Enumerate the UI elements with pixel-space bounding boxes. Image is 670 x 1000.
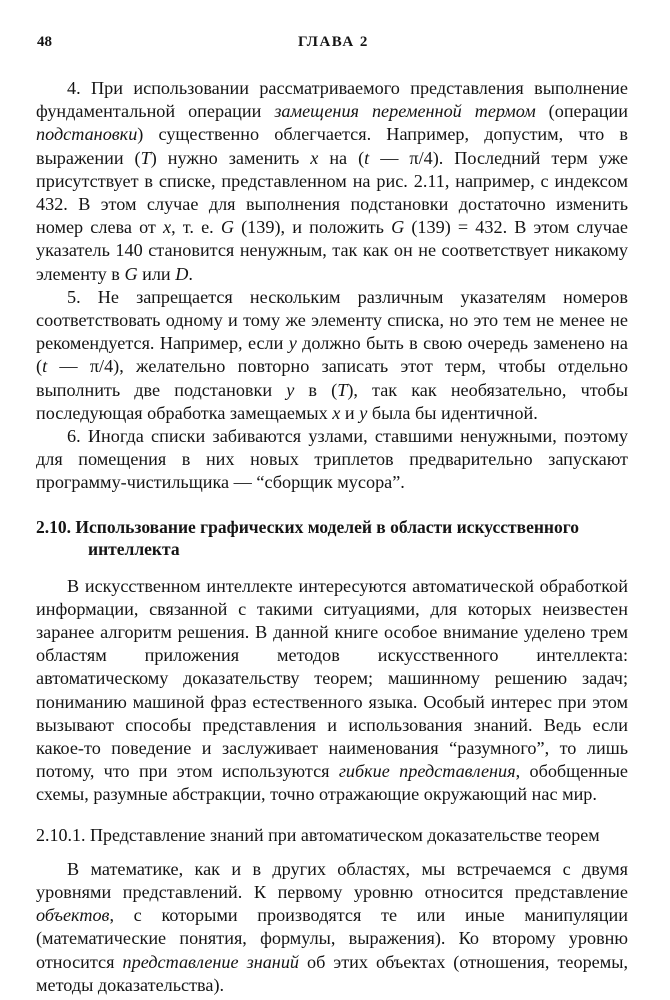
page-header: [0, 30, 670, 54]
page-number: 48: [37, 34, 52, 50]
page-body: [36, 77, 628, 997]
section-heading-2-10: 2.10. Использование графических моделей в области искусственного интеллекта: [36, 516, 580, 559]
running-title: ГЛАВА 2: [298, 34, 369, 50]
paragraph-item-5: 5. Не запрещается нескольким различным указателям номеров соответствовать одному и тому же элементу списка, но это тем не менее не рекомендуется. Например, если y должно быть в свою очередь заменено на (t — π/4), желательно повторно записать этот терм, чтобы отдельно выполнить две подстановки y в (T), так как необязательно, чтобы последующая обработка замещаемых x и y была бы идентичной.: [36, 286, 628, 423]
section-2-10-1-paragraph: В математике, как и в других областях, мы встречаемся с двумя уровнями представлений. К первому уровню относится представление объектов, с которыми производятся те или иные манипуляции (математические понятия, формулы, выражения). Ко второму уровню относится представление знаний об этих объектах (отношения, теоремы, методы доказательства).: [36, 858, 629, 995]
subsection-heading-2-10-1: 2.10.1. Представление знаний при автоматическом доказательстве теорем: [36, 824, 600, 845]
paragraph-item-6: 6. Иногда списки забиваются узлами, ставшими ненужными, поэтому для помещения в них новых триплетов предварительно запускают программу-чистильщика — “сборщик мусора”.: [36, 426, 628, 493]
paragraph-item-4: 4. При использовании рассматриваемого представления выполнение фундаментальной операции замещения переменной термом (операции подстановки) существенно облегчается. Например, допустим, что в выражении (T) нужно заменить x на (t — π/4). Последний терм уже присутствует в списке, представленном на рис. 2.11, например, с индексом 432. В этом случае для выполнения подстановки достаточно изменить номер слева от x, т. е. G (139), и положить G (139) = 432. В этом случае указатель 140 становится ненужным, так как он не соответствует никакому элементу в G или D.: [36, 78, 628, 284]
section-2-10-paragraph: В искусственном интеллекте интересуются автоматической обработкой информации, связанной с такими ситуациями, для которых неизвестен заранее алгоритм решения. В данной книге особое внимание уделено трем областям приложения методов искусственного интеллекта: автоматическому доказательству теорем; машинному решению задач; пониманию машиной фраз естественного языка. Особый интерес при этом вызывают способы представления и использования знаний. Ведь если какое-то поведение и заслуживает наименования “разумного”, то лишь потому, что при этом используются гибкие представления, обобщенные схемы, разумные абстракции, точно отражающие окружающий нас мир.: [36, 575, 628, 805]
